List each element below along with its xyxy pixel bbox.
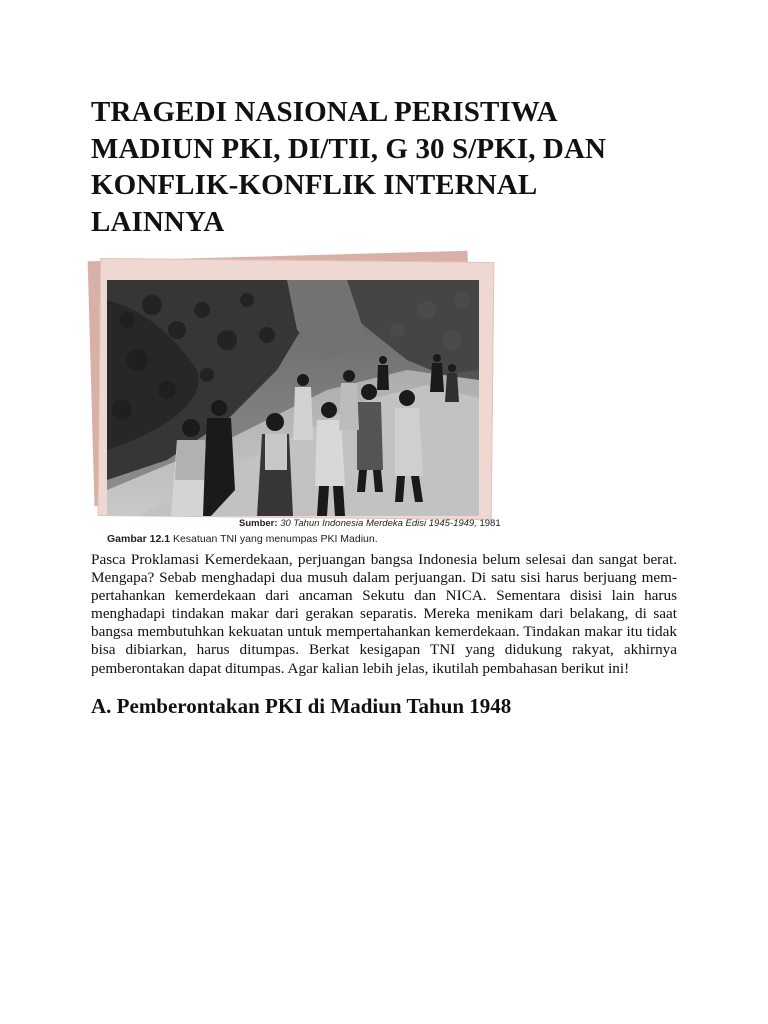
- title-line-3: KONFLIK-KONFLIK INTERNAL: [91, 169, 538, 201]
- title-line-1: TRAGEDI NASIONAL PERISTIWA: [91, 96, 558, 128]
- paragraph-line: Pasca Proklamasi Kemerdekaan, perjuangan bangsa Indonesia belum selesai dan sangat berat.: [91, 551, 677, 568]
- photo-source-caption: [239, 518, 499, 529]
- figure-caption: [107, 533, 487, 545]
- figure-number: Gambar 12.1: [107, 533, 171, 545]
- source-title: 30 Tahun Indonesia Merdeka Edisi 1945-1949,: [280, 518, 477, 529]
- paragraph-line: bisa dibiarkan, harus ditumpas. Berkat kesigapan TNI yang didukung rakyat, akhirnya: [91, 641, 677, 659]
- title-line-4: LAINNYA: [91, 205, 225, 238]
- figure: [91, 252, 501, 552]
- source-label: Sumber:: [239, 518, 278, 529]
- paragraph-line: pemberontakan dapat ditumpas. Agar kalian lebih jelas, ikutilah pembahasan berikut ini!: [91, 659, 630, 677]
- title-line-2: MADIUN PKI, DI/TII, G 30 S/PKI, DAN: [91, 132, 607, 165]
- figure-caption-text: Kesatuan TNI yang menumpas PKI Madiun.: [172, 533, 378, 545]
- paragraph-line: Mengapa? Sebab menghadapi dua musuh dalam perjuangan. Di satu sisi harus berjuang mem-: [91, 569, 677, 587]
- intro-paragraph: [91, 551, 677, 678]
- paragraph-line: bangsa membutuhkan kekuatan untuk mempertahankan kemerdekaan. Tindakan makar itu tidak: [91, 623, 677, 641]
- page-title: [91, 94, 651, 240]
- paragraph-line: pertahankan kemerdekaan dari ancaman Sekutu dan NICA. Sementara disisi lain harus: [91, 587, 677, 605]
- paragraph-line: menghadapi tindakan makar dari gerakan separatis. Mereka menikam dari belakang, di saat: [91, 605, 677, 623]
- section-heading: A. Pemberontakan PKI di Madiun Tahun 1948: [91, 694, 512, 718]
- historical-photo: [107, 280, 479, 516]
- source-year: 1981: [479, 518, 501, 529]
